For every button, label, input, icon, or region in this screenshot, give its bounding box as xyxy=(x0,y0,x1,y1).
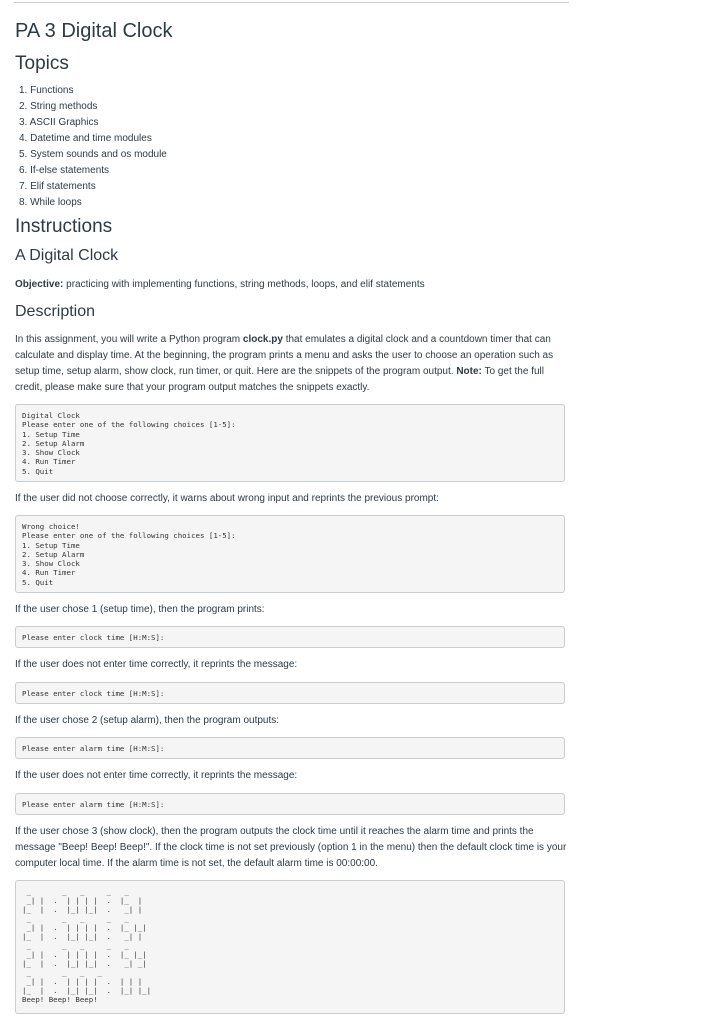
code-line: _| | . | | | | . |_ | xyxy=(22,896,143,905)
list-item: 8. While loops xyxy=(19,197,82,208)
description-text: In this assignment, you will write a Python program xyxy=(15,334,243,345)
code-line: _ _ _ _ _ xyxy=(22,941,129,950)
alarm-prompt-block xyxy=(15,737,565,759)
clock-prompt-block xyxy=(15,626,565,648)
top-divider xyxy=(14,2,569,3)
code-line: |_ | . |_| |_| . _| | xyxy=(22,905,143,914)
code-line: Beep! Beep! Beep! xyxy=(22,995,98,1004)
code-line: 3. Show Clock xyxy=(22,559,80,569)
code-line: _| | . | | | | . | | | xyxy=(22,977,143,986)
topics-heading: Topics xyxy=(15,53,69,74)
page-title: PA 3 Digital Clock xyxy=(15,20,173,42)
list-item: 5. System sounds and os module xyxy=(19,149,167,160)
clock-prompt-retry-block xyxy=(15,682,565,704)
retry1-paragraph: If the user does not enter time correctly, it reprints the message: xyxy=(15,659,298,670)
wrong-input-paragraph: If the user did not choose correctly, it warns about wrong input and reprints the previous prompt: xyxy=(15,493,439,504)
list-item: 6. If-else statements xyxy=(19,165,110,176)
code-line: |_ | . |_| |_| . _| | xyxy=(22,932,143,941)
objective-text: practicing with implementing functions, string methods, loops, and elif statements xyxy=(63,279,425,290)
code-line: _ _ _ _ _ xyxy=(22,914,129,923)
description-heading: Description xyxy=(15,303,96,320)
description-text: To get the full credit, please make sure that your program output matches the snippets exactly. xyxy=(15,366,544,393)
code-line: |_ | . |_| |_| . _| _| xyxy=(22,959,147,968)
code-line: _ _ _ _ xyxy=(22,968,103,977)
code-line: 4. Run Timer xyxy=(22,457,76,467)
code-line: _ _ _ _ _ xyxy=(22,887,129,896)
code-line: 2. Setup Alarm xyxy=(22,438,85,448)
instructions-heading: Instructions xyxy=(15,216,113,237)
list-item: 1. Functions xyxy=(19,85,74,96)
code-line: 1. Setup Time xyxy=(22,540,80,550)
ascii-clock-block xyxy=(15,880,565,1014)
choice1-paragraph: If the user chose 1 (setup time), then the program prints: xyxy=(15,604,265,615)
code-line: Please enter one of the following choices [1-5]: xyxy=(22,420,236,430)
wrong-choice-code-block xyxy=(15,515,565,593)
code-line: Please enter one of the following choices [1-5]: xyxy=(22,531,236,541)
filename: clock.py xyxy=(242,334,283,345)
list-item: 7. Elif statements xyxy=(19,181,96,192)
code-line: 3. Show Clock xyxy=(22,448,80,458)
alarm-prompt-retry-block xyxy=(15,793,565,815)
code-line: Digital Clock xyxy=(22,411,80,420)
code-line: 5. Quit xyxy=(22,577,54,587)
code-line: _| | . | | | | . |_ |_| xyxy=(22,923,147,932)
list-item: 3. ASCII Graphics xyxy=(19,117,99,128)
objective-paragraph xyxy=(15,277,570,293)
list-item: 2. String methods xyxy=(19,101,98,112)
topics-list xyxy=(15,83,167,211)
code-line: Please enter alarm time [H:M:S]: xyxy=(22,800,165,809)
code-line: 2. Setup Alarm xyxy=(22,549,85,559)
code-line: _| | . | | | | . |_ |_| xyxy=(22,950,147,959)
note-label: Note: xyxy=(456,366,482,377)
code-line: |_ | . |_| |_| . |_| |_| xyxy=(22,986,152,995)
description-paragraph xyxy=(15,332,570,396)
list-item: 4. Datetime and time modules xyxy=(19,133,152,144)
choice2-paragraph: If the user chose 2 (setup alarm), then the program outputs: xyxy=(15,715,280,726)
code-line: Please enter alarm time [H:M:S]: xyxy=(22,744,165,753)
code-line: Wrong choice! xyxy=(22,522,80,531)
code-line: Please enter clock time [H:M:S]: xyxy=(22,689,165,698)
description-text: that emulates a digital clock and a countdown timer that can calculate and display time. At the beginning, the program prints a menu and asks the user to choose an operation such as setup time, setup alarm, show clock, run timer, or quit. Here are the snippets of the program output. xyxy=(15,334,554,377)
code-line: 1. Setup Time xyxy=(22,429,80,439)
code-line: Please enter clock time [H:M:S]: xyxy=(22,633,165,642)
menu-code-block xyxy=(15,404,565,482)
choice3-paragraph: If the user chose 3 (show clock), then the program outputs the clock time until it reaches the alarm time and prints the message "Beep! Beep! Beep!". If the clock time is not set previously (option 1 in the menu) then the default clock time is your computer local time. If the alarm time is not set, the default alarm time is 00:00:00. xyxy=(15,826,567,869)
objective-label: Objective: xyxy=(15,279,64,290)
code-line: 4. Run Timer xyxy=(22,568,76,578)
retry2-paragraph: If the user does not enter time correctly, it reprints the message: xyxy=(15,770,298,781)
subheading: A Digital Clock xyxy=(15,247,119,264)
code-line: 5. Quit xyxy=(22,466,54,476)
